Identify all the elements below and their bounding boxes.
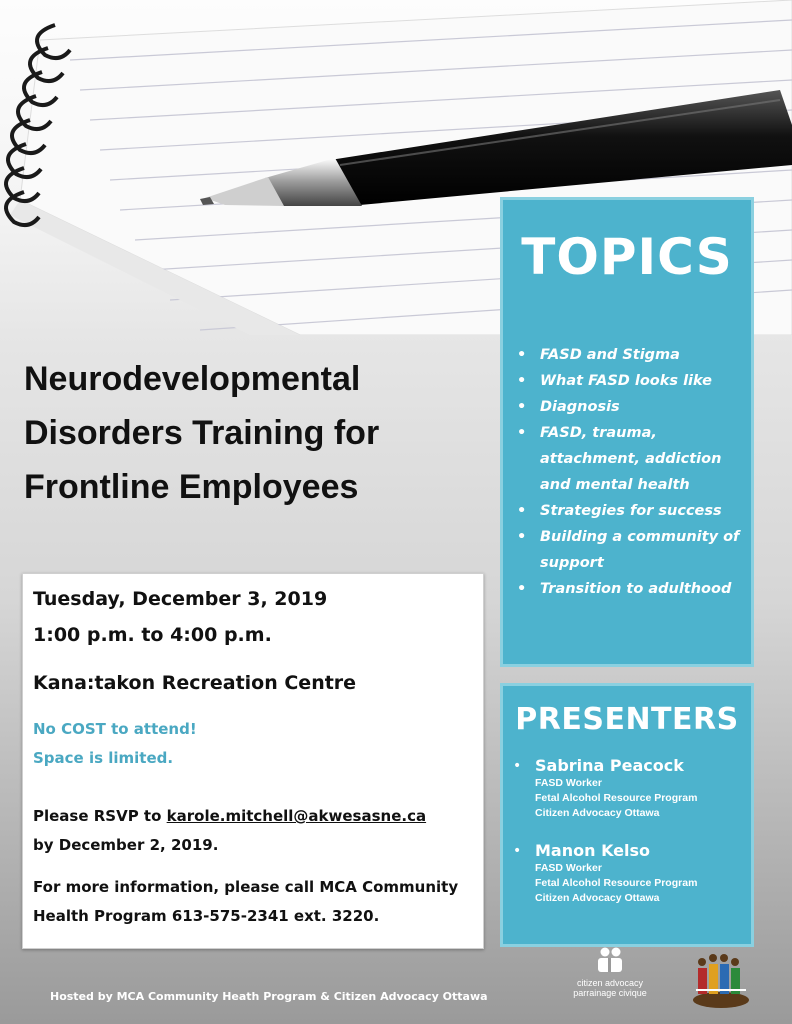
topics-list <box>513 342 749 602</box>
people-icon <box>595 946 625 974</box>
topic-item: • Transition to adulthood <box>513 576 749 602</box>
event-time: 1:00 p.m. to 4:00 p.m. <box>33 624 272 646</box>
presenter-org: Citizen Advocacy Ottawa <box>535 892 660 904</box>
rsvp-email-link[interactable]: karole.mitchell@akwesasne.ca <box>166 807 427 825</box>
rsvp-deadline: by December 2, 2019. <box>33 836 219 854</box>
presenters-heading: PRESENTERS <box>515 702 739 737</box>
logo-text-line-1: citizen advocacy <box>576 978 644 988</box>
topic-item: • Strategies for success <box>513 498 749 524</box>
topic-item: • Diagnosis <box>513 394 749 420</box>
title-line-3: Frontline Employees <box>24 468 359 506</box>
mca-seal-logo <box>690 950 752 1014</box>
presenter-program: Fetal Alcohol Resource Program <box>535 877 698 889</box>
presenter-name: • Manon Kelso <box>535 841 651 860</box>
topic-item: • Building a community of support <box>513 524 749 576</box>
event-title <box>24 352 484 514</box>
presenter-org: Citizen Advocacy Ottawa <box>535 807 660 819</box>
topic-item: • FASD, trauma, attachment, addiction and mental health <box>513 420 749 498</box>
event-location: Kana:takon Recreation Centre <box>33 672 357 694</box>
presenters-box <box>500 683 754 947</box>
logo-text-line-2: parrainage civique <box>573 988 647 998</box>
presenter-role: FASD Worker <box>535 862 602 874</box>
hosted-by-text: Hosted by MCA Community Heath Program & Citizen Advocacy Ottawa <box>50 990 488 1003</box>
rsvp-line <box>33 807 426 825</box>
space-note: Space is limited. <box>33 749 174 767</box>
topics-heading: TOPICS <box>521 228 733 286</box>
topic-item: • What FASD looks like <box>513 368 749 394</box>
presenter-entry <box>513 756 749 821</box>
topic-item: • FASD and Stigma <box>513 342 749 368</box>
title-line-2: Disorders Training for <box>24 414 380 452</box>
topics-box <box>500 197 754 667</box>
cost-note: No COST to attend! <box>33 720 197 738</box>
event-date: Tuesday, December 3, 2019 <box>33 588 328 610</box>
presenter-role: FASD Worker <box>535 777 602 789</box>
presenter-program: Fetal Alcohol Resource Program <box>535 792 698 804</box>
mca-seal-icon <box>690 950 752 1010</box>
rsvp-prefix: Please RSVP to <box>33 807 167 825</box>
presenter-name: • Sabrina Peacock <box>535 756 684 775</box>
citizen-advocacy-logo <box>560 946 660 998</box>
info-line-2: Health Program 613-575-2341 ext. 3220. <box>33 907 380 925</box>
event-details-box <box>22 573 484 949</box>
presenter-entry <box>513 841 749 906</box>
info-line-1: For more information, please call MCA Community <box>33 878 459 896</box>
title-line-1: Neurodevelopmental <box>24 360 361 398</box>
